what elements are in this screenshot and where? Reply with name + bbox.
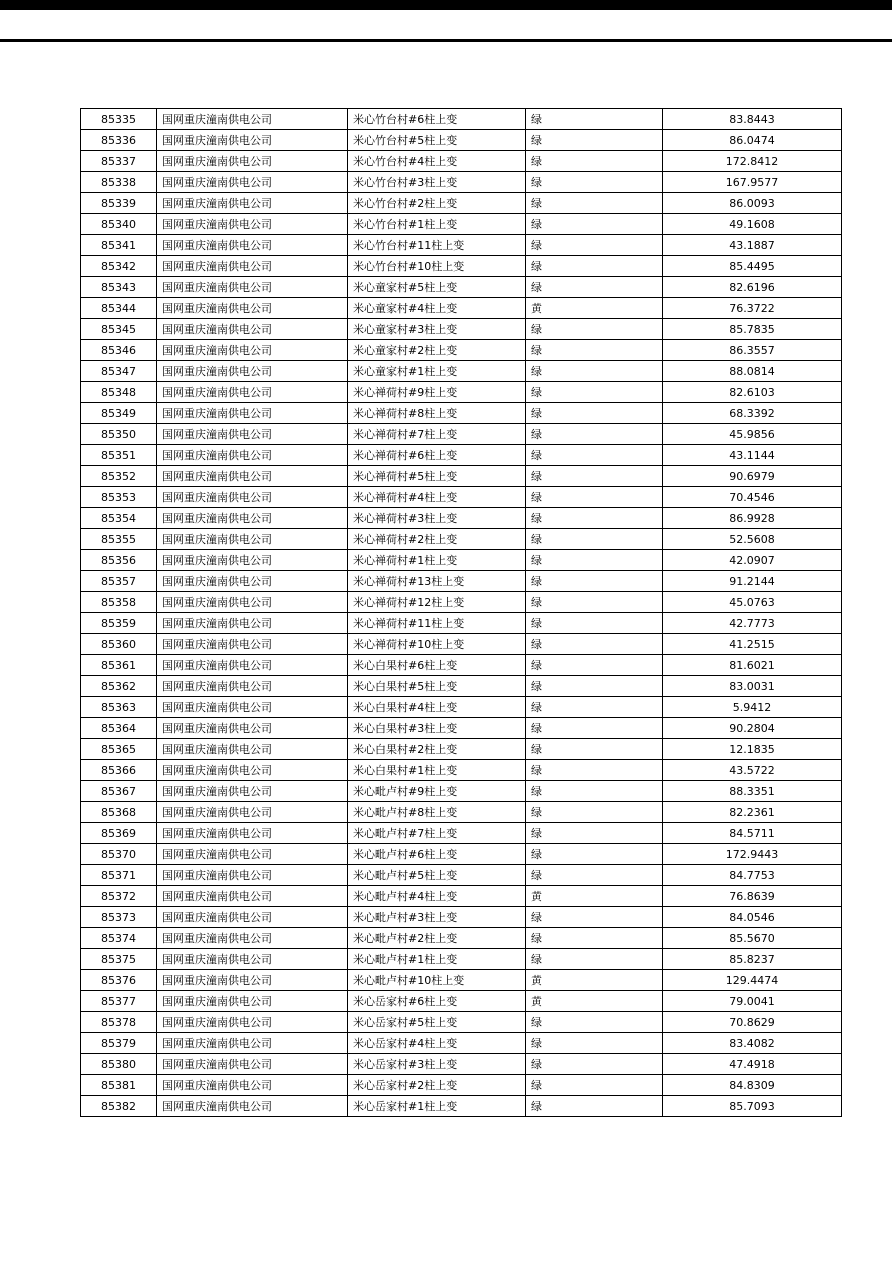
cell-status: 绿: [526, 256, 663, 277]
table-row: [81, 886, 842, 907]
cell-id: 85379: [81, 1033, 157, 1054]
cell-device: 米心竹台村#5柱上变: [348, 130, 526, 151]
cell-device: 米心禅荷村#3柱上变: [348, 508, 526, 529]
cell-status: 绿: [526, 739, 663, 760]
cell-company: 国网重庆潼南供电公司: [157, 781, 348, 802]
cell-status: 绿: [526, 172, 663, 193]
cell-id: 85336: [81, 130, 157, 151]
cell-company: 国网重庆潼南供电公司: [157, 676, 348, 697]
cell-device: 米心岳家村#4柱上变: [348, 1033, 526, 1054]
cell-id: 85352: [81, 466, 157, 487]
cell-id: 85350: [81, 424, 157, 445]
cell-value: 45.9856: [663, 424, 842, 445]
cell-id: 85367: [81, 781, 157, 802]
cell-company: 国网重庆潼南供电公司: [157, 991, 348, 1012]
table-row: [81, 508, 842, 529]
cell-value: 86.0474: [663, 130, 842, 151]
cell-device: 米心毗卢村#9柱上变: [348, 781, 526, 802]
cell-id: 85342: [81, 256, 157, 277]
table-row: [81, 340, 842, 361]
table-row: [81, 235, 842, 256]
table-row: [81, 172, 842, 193]
cell-status: 绿: [526, 697, 663, 718]
cell-status: 绿: [526, 571, 663, 592]
cell-status: 绿: [526, 361, 663, 382]
cell-value: 90.6979: [663, 466, 842, 487]
cell-company: 国网重庆潼南供电公司: [157, 634, 348, 655]
table-row: [81, 844, 842, 865]
cell-company: 国网重庆潼南供电公司: [157, 1033, 348, 1054]
cell-company: 国网重庆潼南供电公司: [157, 613, 348, 634]
table-row: [81, 151, 842, 172]
cell-value: 49.1608: [663, 214, 842, 235]
cell-company: 国网重庆潼南供电公司: [157, 529, 348, 550]
cell-company: 国网重庆潼南供电公司: [157, 865, 348, 886]
table-row: [81, 970, 842, 991]
cell-value: 84.0546: [663, 907, 842, 928]
table-row: [81, 949, 842, 970]
cell-value: 68.3392: [663, 403, 842, 424]
cell-device: 米心童家村#5柱上变: [348, 277, 526, 298]
cell-company: 国网重庆潼南供电公司: [157, 151, 348, 172]
cell-value: 83.8443: [663, 109, 842, 130]
cell-value: 90.2804: [663, 718, 842, 739]
cell-company: 国网重庆潼南供电公司: [157, 655, 348, 676]
cell-id: 85373: [81, 907, 157, 928]
cell-status: 绿: [526, 214, 663, 235]
cell-device: 米心岳家村#5柱上变: [348, 1012, 526, 1033]
cell-device: 米心毗卢村#2柱上变: [348, 928, 526, 949]
cell-device: 米心白果村#4柱上变: [348, 697, 526, 718]
cell-status: 绿: [526, 382, 663, 403]
cell-device: 米心岳家村#1柱上变: [348, 1096, 526, 1117]
cell-value: 47.4918: [663, 1054, 842, 1075]
cell-status: 绿: [526, 319, 663, 340]
cell-value: 129.4474: [663, 970, 842, 991]
cell-id: 85340: [81, 214, 157, 235]
cell-company: 国网重庆潼南供电公司: [157, 382, 348, 403]
cell-company: 国网重庆潼南供电公司: [157, 928, 348, 949]
cell-status: 绿: [526, 718, 663, 739]
cell-value: 85.7093: [663, 1096, 842, 1117]
cell-device: 米心白果村#6柱上变: [348, 655, 526, 676]
cell-device: 米心童家村#3柱上变: [348, 319, 526, 340]
cell-device: 米心竹台村#4柱上变: [348, 151, 526, 172]
cell-id: 85357: [81, 571, 157, 592]
cell-status: 绿: [526, 655, 663, 676]
table-row: [81, 1096, 842, 1117]
cell-value: 76.8639: [663, 886, 842, 907]
cell-status: 绿: [526, 592, 663, 613]
cell-id: 85361: [81, 655, 157, 676]
cell-company: 国网重庆潼南供电公司: [157, 886, 348, 907]
cell-device: 米心禅荷村#12柱上变: [348, 592, 526, 613]
cell-company: 国网重庆潼南供电公司: [157, 298, 348, 319]
table-row: [81, 928, 842, 949]
cell-value: 167.9577: [663, 172, 842, 193]
table-row: [81, 1075, 842, 1096]
cell-status: 绿: [526, 340, 663, 361]
table-row: [81, 613, 842, 634]
cell-value: 85.8237: [663, 949, 842, 970]
cell-status: 绿: [526, 1075, 663, 1096]
cell-device: 米心禅荷村#8柱上变: [348, 403, 526, 424]
cell-device: 米心禅荷村#7柱上变: [348, 424, 526, 445]
cell-company: 国网重庆潼南供电公司: [157, 907, 348, 928]
cell-value: 43.1887: [663, 235, 842, 256]
cell-id: 85377: [81, 991, 157, 1012]
table-row: [81, 592, 842, 613]
cell-value: 76.3722: [663, 298, 842, 319]
cell-value: 85.5670: [663, 928, 842, 949]
cell-value: 70.8629: [663, 1012, 842, 1033]
cell-device: 米心竹台村#11柱上变: [348, 235, 526, 256]
table-row: [81, 1054, 842, 1075]
cell-id: 85371: [81, 865, 157, 886]
cell-device: 米心禅荷村#1柱上变: [348, 550, 526, 571]
cell-device: 米心毗卢村#3柱上变: [348, 907, 526, 928]
cell-id: 85344: [81, 298, 157, 319]
cell-status: 绿: [526, 760, 663, 781]
cell-status: 绿: [526, 781, 663, 802]
cell-status: 绿: [526, 928, 663, 949]
cell-id: 85375: [81, 949, 157, 970]
cell-device: 米心岳家村#6柱上变: [348, 991, 526, 1012]
cell-device: 米心毗卢村#7柱上变: [348, 823, 526, 844]
cell-company: 国网重庆潼南供电公司: [157, 466, 348, 487]
table-row: [81, 655, 842, 676]
cell-status: 绿: [526, 865, 663, 886]
table-row: [81, 550, 842, 571]
table-row: [81, 1033, 842, 1054]
cell-device: 米心毗卢村#6柱上变: [348, 844, 526, 865]
cell-id: 85368: [81, 802, 157, 823]
cell-device: 米心岳家村#3柱上变: [348, 1054, 526, 1075]
cell-company: 国网重庆潼南供电公司: [157, 445, 348, 466]
table-row: [81, 571, 842, 592]
data-table: [80, 108, 842, 1117]
cell-device: 米心竹台村#3柱上变: [348, 172, 526, 193]
table-row: [81, 781, 842, 802]
cell-value: 88.3351: [663, 781, 842, 802]
cell-value: 172.9443: [663, 844, 842, 865]
cell-value: 41.2515: [663, 634, 842, 655]
cell-id: 85337: [81, 151, 157, 172]
cell-device: 米心毗卢村#10柱上变: [348, 970, 526, 991]
cell-company: 国网重庆潼南供电公司: [157, 550, 348, 571]
cell-status: 绿: [526, 235, 663, 256]
cell-value: 52.5608: [663, 529, 842, 550]
cell-value: 79.0041: [663, 991, 842, 1012]
cell-company: 国网重庆潼南供电公司: [157, 361, 348, 382]
cell-company: 国网重庆潼南供电公司: [157, 172, 348, 193]
cell-device: 米心毗卢村#8柱上变: [348, 802, 526, 823]
table-row: [81, 445, 842, 466]
cell-device: 米心竹台村#6柱上变: [348, 109, 526, 130]
cell-status: 绿: [526, 130, 663, 151]
cell-company: 国网重庆潼南供电公司: [157, 970, 348, 991]
cell-device: 米心禅荷村#10柱上变: [348, 634, 526, 655]
cell-status: 绿: [526, 1096, 663, 1117]
cell-id: 85358: [81, 592, 157, 613]
cell-value: 43.5722: [663, 760, 842, 781]
cell-company: 国网重庆潼南供电公司: [157, 592, 348, 613]
cell-company: 国网重庆潼南供电公司: [157, 256, 348, 277]
cell-status: 绿: [526, 676, 663, 697]
cell-company: 国网重庆潼南供电公司: [157, 109, 348, 130]
top-black-bar: [0, 0, 892, 10]
cell-status: 绿: [526, 109, 663, 130]
cell-company: 国网重庆潼南供电公司: [157, 739, 348, 760]
cell-company: 国网重庆潼南供电公司: [157, 1054, 348, 1075]
cell-device: 米心白果村#1柱上变: [348, 760, 526, 781]
cell-id: 85351: [81, 445, 157, 466]
cell-device: 米心岳家村#2柱上变: [348, 1075, 526, 1096]
table-row: [81, 739, 842, 760]
cell-id: 85365: [81, 739, 157, 760]
cell-id: 85338: [81, 172, 157, 193]
cell-value: 172.8412: [663, 151, 842, 172]
cell-id: 85360: [81, 634, 157, 655]
cell-value: 42.7773: [663, 613, 842, 634]
cell-device: 米心毗卢村#4柱上变: [348, 886, 526, 907]
cell-company: 国网重庆潼南供电公司: [157, 424, 348, 445]
table-row: [81, 487, 842, 508]
cell-id: 85348: [81, 382, 157, 403]
cell-id: 85341: [81, 235, 157, 256]
cell-company: 国网重庆潼南供电公司: [157, 508, 348, 529]
cell-company: 国网重庆潼南供电公司: [157, 1012, 348, 1033]
cell-status: 绿: [526, 844, 663, 865]
cell-company: 国网重庆潼南供电公司: [157, 844, 348, 865]
cell-value: 82.6196: [663, 277, 842, 298]
cell-id: 85376: [81, 970, 157, 991]
cell-status: 绿: [526, 613, 663, 634]
cell-id: 85346: [81, 340, 157, 361]
cell-device: 米心童家村#2柱上变: [348, 340, 526, 361]
cell-value: 85.7835: [663, 319, 842, 340]
table-row: [81, 466, 842, 487]
cell-status: 绿: [526, 487, 663, 508]
cell-status: 绿: [526, 193, 663, 214]
table-row: [81, 382, 842, 403]
cell-id: 85347: [81, 361, 157, 382]
cell-value: 81.6021: [663, 655, 842, 676]
table-row: [81, 802, 842, 823]
cell-company: 国网重庆潼南供电公司: [157, 1096, 348, 1117]
cell-status: 绿: [526, 907, 663, 928]
cell-id: 85343: [81, 277, 157, 298]
cell-value: 82.6103: [663, 382, 842, 403]
cell-device: 米心白果村#5柱上变: [348, 676, 526, 697]
cell-id: 85382: [81, 1096, 157, 1117]
cell-value: 86.0093: [663, 193, 842, 214]
cell-company: 国网重庆潼南供电公司: [157, 823, 348, 844]
cell-company: 国网重庆潼南供电公司: [157, 319, 348, 340]
cell-status: 绿: [526, 1054, 663, 1075]
cell-id: 85339: [81, 193, 157, 214]
table-row: [81, 424, 842, 445]
cell-status: 绿: [526, 634, 663, 655]
cell-device: 米心禅荷村#11柱上变: [348, 613, 526, 634]
cell-id: 85356: [81, 550, 157, 571]
cell-id: 85362: [81, 676, 157, 697]
cell-id: 85380: [81, 1054, 157, 1075]
table-row: [81, 214, 842, 235]
cell-status: 黄: [526, 970, 663, 991]
cell-company: 国网重庆潼南供电公司: [157, 760, 348, 781]
table-row: [81, 991, 842, 1012]
cell-value: 86.3557: [663, 340, 842, 361]
cell-status: 绿: [526, 823, 663, 844]
cell-value: 88.0814: [663, 361, 842, 382]
cell-company: 国网重庆潼南供电公司: [157, 571, 348, 592]
horizontal-rule: [0, 39, 892, 42]
cell-device: 米心竹台村#1柱上变: [348, 214, 526, 235]
cell-id: 85359: [81, 613, 157, 634]
table-row: [81, 193, 842, 214]
cell-value: 91.2144: [663, 571, 842, 592]
cell-status: 绿: [526, 1033, 663, 1054]
cell-id: 85378: [81, 1012, 157, 1033]
cell-id: 85372: [81, 886, 157, 907]
table-row: [81, 718, 842, 739]
cell-status: 绿: [526, 466, 663, 487]
cell-value: 42.0907: [663, 550, 842, 571]
cell-status: 黄: [526, 991, 663, 1012]
cell-value: 43.1144: [663, 445, 842, 466]
cell-company: 国网重庆潼南供电公司: [157, 235, 348, 256]
cell-device: 米心禅荷村#13柱上变: [348, 571, 526, 592]
cell-value: 84.7753: [663, 865, 842, 886]
cell-status: 绿: [526, 151, 663, 172]
table-row: [81, 907, 842, 928]
table-row: [81, 634, 842, 655]
cell-id: 85374: [81, 928, 157, 949]
data-table-container: [80, 108, 786, 1117]
table-row: [81, 256, 842, 277]
cell-device: 米心白果村#3柱上变: [348, 718, 526, 739]
cell-device: 米心禅荷村#6柱上变: [348, 445, 526, 466]
cell-device: 米心禅荷村#5柱上变: [348, 466, 526, 487]
cell-value: 5.9412: [663, 697, 842, 718]
cell-company: 国网重庆潼南供电公司: [157, 214, 348, 235]
cell-value: 12.1835: [663, 739, 842, 760]
table-body: [81, 109, 842, 1117]
cell-status: 黄: [526, 886, 663, 907]
table-row: [81, 1012, 842, 1033]
table-row: [81, 298, 842, 319]
cell-id: 85363: [81, 697, 157, 718]
cell-device: 米心禅荷村#2柱上变: [348, 529, 526, 550]
cell-value: 86.9928: [663, 508, 842, 529]
table-row: [81, 277, 842, 298]
cell-device: 米心童家村#4柱上变: [348, 298, 526, 319]
cell-value: 83.0031: [663, 676, 842, 697]
cell-status: 绿: [526, 802, 663, 823]
cell-id: 85353: [81, 487, 157, 508]
cell-id: 85369: [81, 823, 157, 844]
cell-value: 70.4546: [663, 487, 842, 508]
table-row: [81, 109, 842, 130]
table-row: [81, 697, 842, 718]
cell-company: 国网重庆潼南供电公司: [157, 277, 348, 298]
cell-device: 米心毗卢村#5柱上变: [348, 865, 526, 886]
table-row: [81, 529, 842, 550]
cell-value: 85.4495: [663, 256, 842, 277]
table-row: [81, 823, 842, 844]
cell-device: 米心童家村#1柱上变: [348, 361, 526, 382]
cell-company: 国网重庆潼南供电公司: [157, 340, 348, 361]
cell-status: 绿: [526, 550, 663, 571]
cell-company: 国网重庆潼南供电公司: [157, 487, 348, 508]
cell-id: 85364: [81, 718, 157, 739]
cell-status: 黄: [526, 298, 663, 319]
table-row: [81, 319, 842, 340]
cell-device: 米心竹台村#2柱上变: [348, 193, 526, 214]
cell-status: 绿: [526, 445, 663, 466]
cell-status: 绿: [526, 424, 663, 445]
cell-company: 国网重庆潼南供电公司: [157, 718, 348, 739]
cell-company: 国网重庆潼南供电公司: [157, 949, 348, 970]
cell-value: 84.8309: [663, 1075, 842, 1096]
cell-company: 国网重庆潼南供电公司: [157, 1075, 348, 1096]
cell-status: 绿: [526, 403, 663, 424]
cell-company: 国网重庆潼南供电公司: [157, 130, 348, 151]
cell-id: 85355: [81, 529, 157, 550]
table-row: [81, 760, 842, 781]
cell-id: 85335: [81, 109, 157, 130]
table-row: [81, 361, 842, 382]
cell-company: 国网重庆潼南供电公司: [157, 403, 348, 424]
table-row: [81, 676, 842, 697]
cell-value: 82.2361: [663, 802, 842, 823]
cell-status: 绿: [526, 529, 663, 550]
cell-status: 绿: [526, 1012, 663, 1033]
cell-company: 国网重庆潼南供电公司: [157, 697, 348, 718]
cell-value: 84.5711: [663, 823, 842, 844]
cell-device: 米心禅荷村#4柱上变: [348, 487, 526, 508]
cell-device: 米心竹台村#10柱上变: [348, 256, 526, 277]
cell-status: 绿: [526, 508, 663, 529]
cell-id: 85354: [81, 508, 157, 529]
cell-device: 米心禅荷村#9柱上变: [348, 382, 526, 403]
table-row: [81, 403, 842, 424]
cell-company: 国网重庆潼南供电公司: [157, 802, 348, 823]
cell-id: 85345: [81, 319, 157, 340]
table-row: [81, 865, 842, 886]
table-row: [81, 130, 842, 151]
cell-status: 绿: [526, 949, 663, 970]
cell-id: 85349: [81, 403, 157, 424]
cell-device: 米心白果村#2柱上变: [348, 739, 526, 760]
cell-id: 85370: [81, 844, 157, 865]
cell-id: 85366: [81, 760, 157, 781]
cell-value: 45.0763: [663, 592, 842, 613]
cell-company: 国网重庆潼南供电公司: [157, 193, 348, 214]
cell-value: 83.4082: [663, 1033, 842, 1054]
cell-status: 绿: [526, 277, 663, 298]
cell-id: 85381: [81, 1075, 157, 1096]
cell-device: 米心毗卢村#1柱上变: [348, 949, 526, 970]
